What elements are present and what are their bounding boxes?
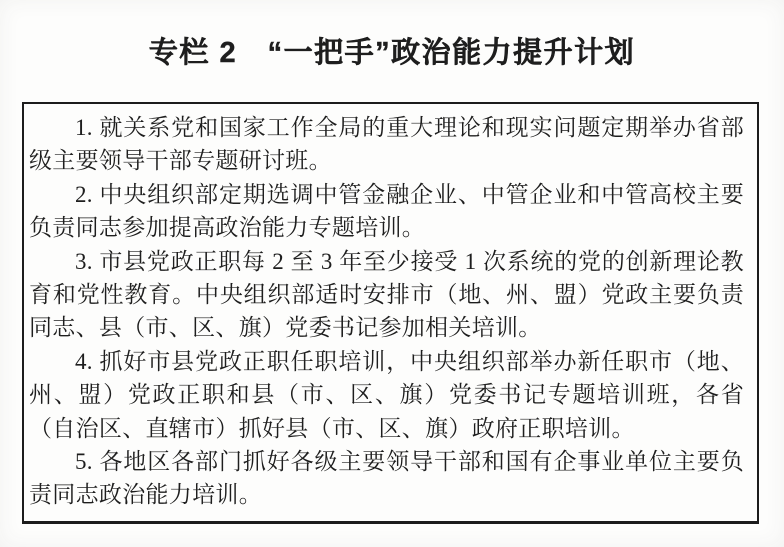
plan-item-4: 4. 抓好市县党政正职任职培训，中央组织部举办新任职市（地、州、盟）党政正职和县（市、区、旗）党委书记专题培训班，各省（自治区、直辖市）抓好县（市、区、旗）政府正职培训。	[29, 348, 744, 441]
plan-item-3: 3. 市县党政正职每 2 至 3 年至少接受 1 次系统的党的创新理论教育和党性教育。中央组织部适时安排市（地、州、盟）党政主要负责同志、县（市、区、旗）党委书记参加相关培训。	[29, 248, 744, 341]
plan-item-2: 2. 中央组织部定期选调中管金融企业、中管企业和中管高校主要负责同志参加提高政治能力专题培训。	[29, 181, 744, 241]
plan-box	[22, 102, 759, 524]
plan-item-1: 1. 就关系党和国家工作全局的重大理论和现实问题定期举办省部级主要领导干部专题研讨班。	[29, 115, 744, 174]
panel-title: 专栏 2 “一把手”政治能力提升计划	[148, 37, 636, 69]
plan-item-5: 5. 各地区各部门抓好各级主要领导干部和国有企事业单位主要负责同志政治能力培训。	[29, 449, 744, 508]
